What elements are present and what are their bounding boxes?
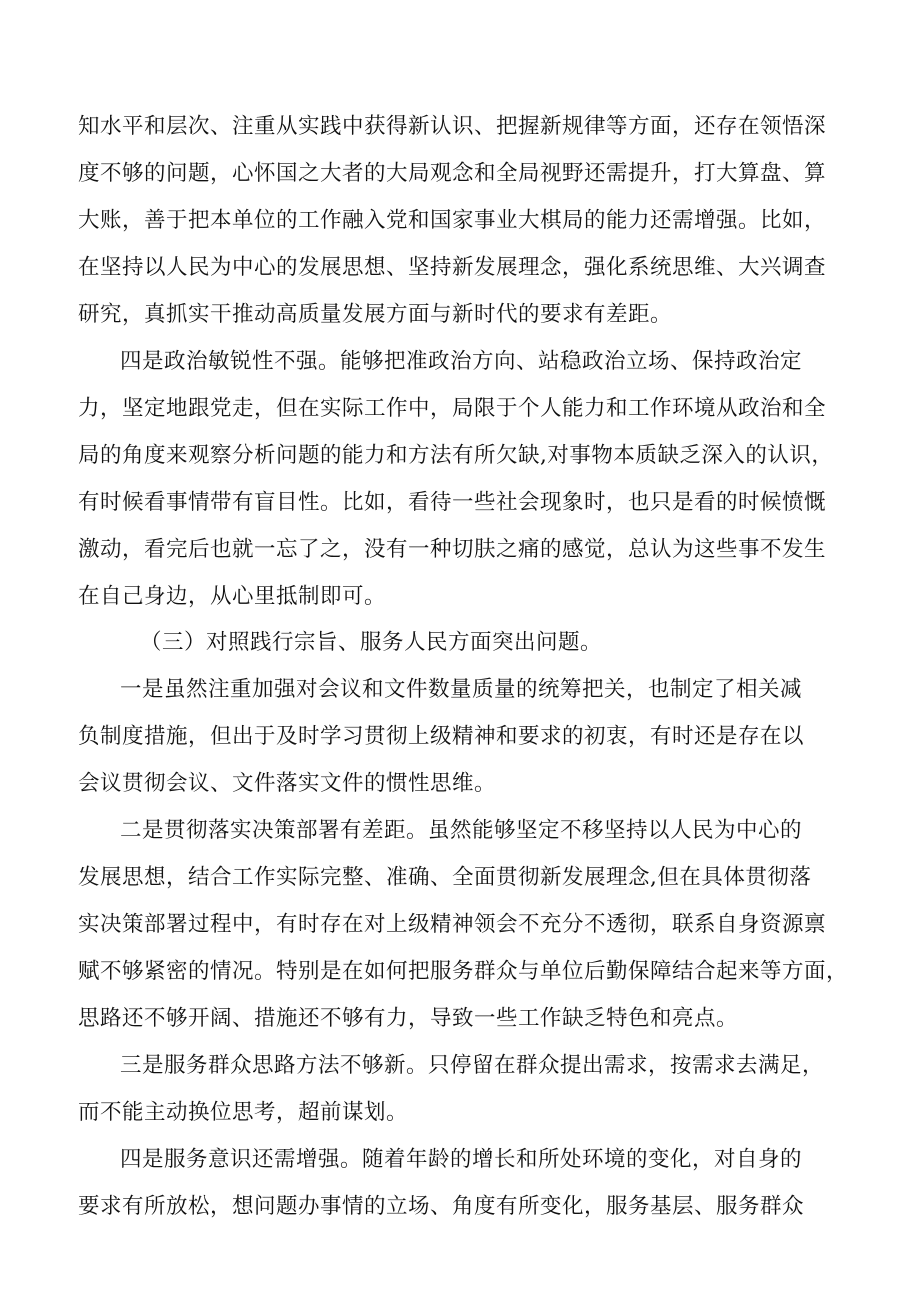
- text-line: 在自己身边，从心里抵制即可。: [78, 584, 387, 609]
- text-line: 研究，真抓实干推动高质量发展方面与新时代的要求有差距。: [78, 302, 673, 327]
- text-line: 发展思想，结合工作实际完整、准确、全面贯彻新发展理念,但在具体贯彻落: [78, 865, 812, 890]
- paragraph-start-line: 三是服务群众思路方法不够新。只停留在群众提出需求，按需求去满足，: [120, 1053, 825, 1078]
- text-line: 赋不够紧密的情况。特别是在如何把服务群众与单位后勤保障结合起来等方面，: [78, 959, 849, 984]
- text-line: 在坚持以人民为中心的发展思想、坚持新发展理念，强化系统思维、大兴调查: [78, 255, 827, 280]
- text-line: 大账，善于把本单位的工作融入党和国家事业大棋局的能力还需增强。比如，: [78, 208, 827, 233]
- text-line: 而不能主动换位思考，超前谋划。: [78, 1100, 409, 1125]
- text-line: 激动，看完后也就一忘了之，没有一种切肤之痛的感觉，总认为这些事不发生: [78, 537, 827, 562]
- paragraph-start-line: 四是服务意识还需增强。随着年龄的增长和所处环境的变化，对自身的: [120, 1147, 803, 1172]
- text-line: 会议贯彻会议、文件落实文件的惯性思维。: [78, 771, 497, 796]
- text-line: 力，坚定地跟党走，但在实际工作中，局限于个人能力和工作环境从政治和全: [78, 396, 827, 421]
- paragraph-start-line: 一是虽然注重加强对会议和文件数量质量的统筹把关，也制定了相关减: [120, 677, 803, 702]
- paragraph-start-line: 二是贯彻落实决策部署有差距。虽然能够坚定不移坚持以人民为中心的: [120, 818, 803, 843]
- text-line: 局的角度来观察分析问题的能力和方法有所欠缺,对事物本质缺乏深入的认识，: [78, 443, 834, 468]
- text-line: 实决策部署过程中，有时存在对上级精神领会不充分不透彻，联系自身资源禀: [78, 912, 827, 937]
- text-line: 知水平和层次、注重从实践中获得新认识、把握新规律等方面，还存在领悟深: [78, 114, 827, 139]
- text-line: 负制度措施，但出于及时学习贯彻上级精神和要求的初衷，有时还是存在以: [78, 724, 805, 749]
- text-line: 有时候看事情带有盲目性。比如，看待一些社会现象时，也只是看的时候愤慨: [78, 490, 827, 515]
- text-line: 度不够的问题，心怀国之大者的大局观念和全局视野还需提升，打大算盘、算: [78, 161, 827, 186]
- paragraph-start-line: 四是政治敏锐性不强。能够把准政治方向、站稳政治立场、保持政治定: [120, 349, 803, 374]
- text-line: 思路还不够开阔、措施还不够有力，导致一些工作缺乏特色和亮点。: [78, 1006, 739, 1031]
- text-line: 要求有所放松，想问题办事情的立场、角度有所变化，服务基层、服务群众: [78, 1194, 805, 1219]
- section-heading: （三）对照践行宗旨、服务人民方面突出问题。: [140, 630, 603, 655]
